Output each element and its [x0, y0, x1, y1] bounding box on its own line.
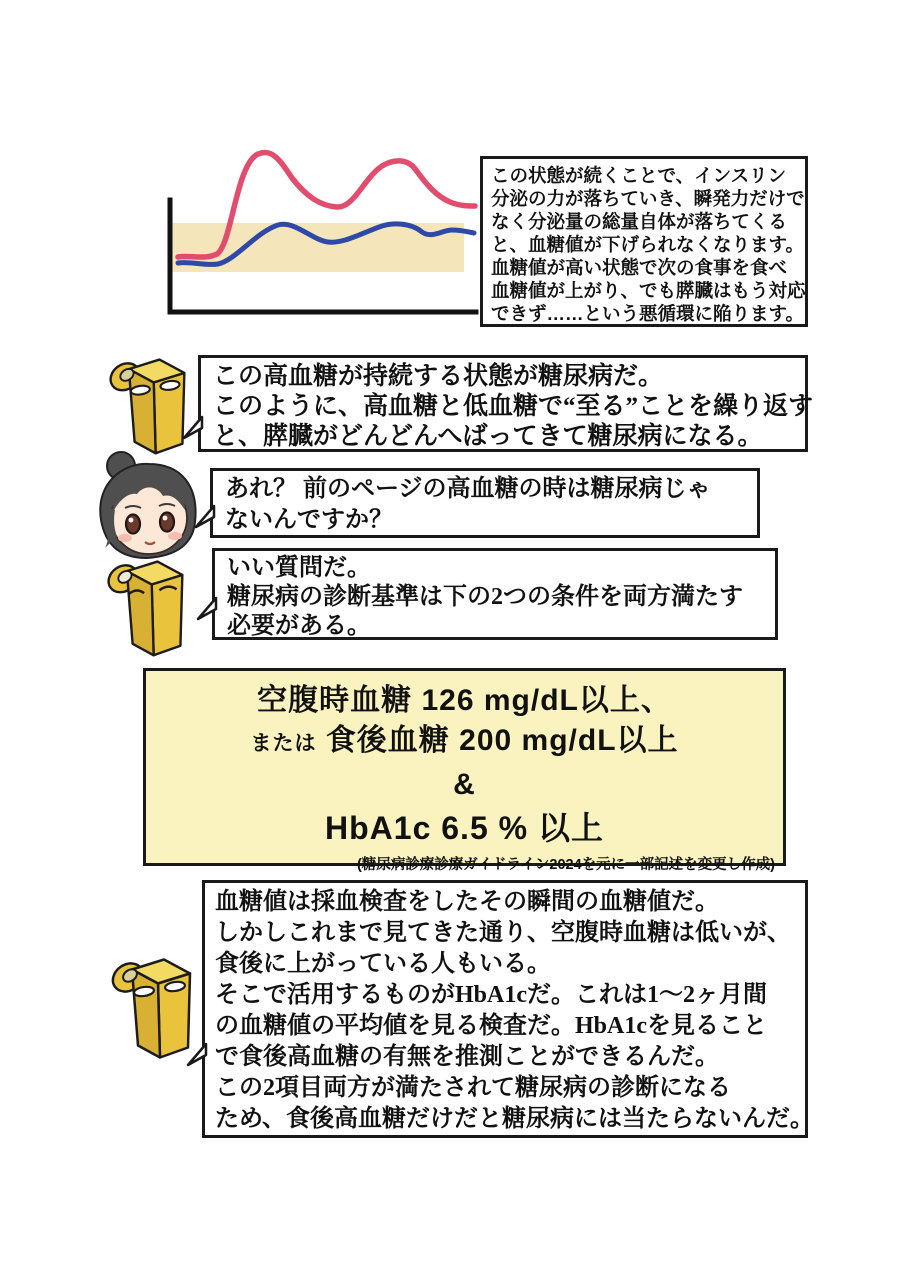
note-line: この状態が続くことで、インスリン [491, 165, 787, 186]
explanation-line: 血糖値は採血検査をしたその瞬間の血糖値だ。 [215, 889, 719, 915]
bubble-line: このように、高血糖と低血糖で“至る”ことを繰り返す [213, 393, 814, 420]
source-caption: (糖尿病診療診療ガイドライン2024を元に一部記述を変更し作成) [356, 857, 775, 873]
speech-bubble [198, 355, 814, 452]
explanation-line: しかしこれまで見てきた通り、空腹時血糖は低いが、 [215, 920, 791, 946]
bubble-line: 糖尿病の診断基準は下の2つの条件を両方満たす [227, 584, 743, 610]
or-label: または [250, 732, 317, 755]
explanation-line: この2項目両方が満たされて糖尿病の診断になる [215, 1075, 731, 1101]
explanation-line: ため、食後高血糖だけだと糖尿病には当たらないんだ。 [215, 1106, 815, 1132]
fasting-glucose-criterion: 空腹時血糖 126 mg/dL以上、 [257, 684, 672, 717]
note-line: 血糖値が高い状態で次の食事を食べ [491, 257, 788, 278]
glucose-chart [160, 140, 480, 325]
ampersand-connector: & [453, 768, 476, 801]
explanation-line: で食後高血糖の有無を推測ことができるんだ。 [215, 1044, 719, 1070]
bubble-line: いい質問だ。 [227, 555, 371, 581]
bubble-tail [197, 597, 217, 623]
note-line: できず……という悪循環に陥ります。 [491, 303, 805, 324]
bubble-line: ないんですか？ [225, 507, 393, 533]
insulin-decline-note [480, 156, 808, 327]
explanation-line: 食後に上がっている人もいる。 [215, 951, 551, 977]
hba1c-criterion: HbA1c 6.5 % 以上 [325, 810, 604, 846]
speech-bubble [212, 548, 778, 640]
bubble-tail [183, 416, 203, 442]
postprandial-glucose-criterion: または 食後血糖 200 mg/dL以上 [250, 724, 679, 757]
girl-avatar-icon [86, 450, 208, 568]
girl-eye [126, 515, 140, 534]
yellow-block-character-icon [98, 552, 194, 662]
bubble-tail [187, 1043, 207, 1069]
note-line: と、血糖値が下げられなくなります。 [491, 234, 805, 255]
explanation-line: の血糖値の平均値を見る検査だ。HbA1cを見ること [215, 1013, 767, 1039]
bubble-tail [195, 505, 215, 531]
note-line: 分泌の力が落ちていき、瞬発力だけで [491, 188, 805, 209]
bubble-line: と、膵臓がどんどんへばってきて糖尿病になる。 [213, 423, 763, 450]
note-line: なく分泌量の総量自体が落ちてくる [491, 211, 787, 232]
note-line: 血糖値が上がり、でも膵臓はもう対応 [491, 280, 806, 301]
bubble-line: この高血糖が持続する状態が糖尿病だ。 [213, 363, 664, 390]
explanation-line: そこで活用するものがHbA1cだ。これは1〜2ヶ月間 [215, 982, 767, 1008]
girl-eye [160, 513, 174, 532]
yellow-block-character-icon [100, 350, 196, 460]
bubble-line: 必要がある。 [227, 613, 371, 639]
diagnosis-criteria-box [143, 668, 786, 873]
bubble-line: あれ？ 前のページの高血糖の時は糖尿病じゃ [225, 476, 711, 502]
speech-bubble [210, 468, 760, 538]
hba1c-explanation-box [202, 880, 815, 1138]
